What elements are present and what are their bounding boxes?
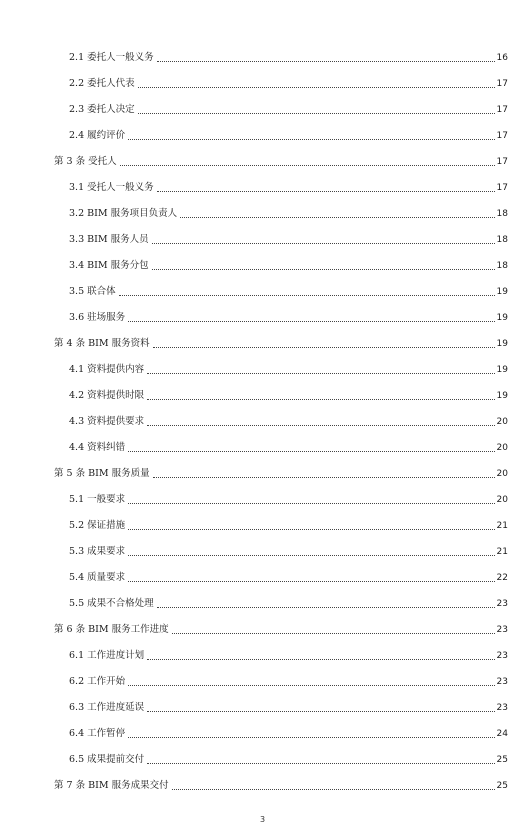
toc-section-entry[interactable] xyxy=(54,643,508,669)
toc-section-entry[interactable] xyxy=(54,97,508,123)
toc-dot-leader xyxy=(157,606,495,608)
toc-dot-leader xyxy=(128,554,495,556)
toc-dot-leader xyxy=(180,216,495,218)
toc-dot-leader xyxy=(147,710,495,712)
toc-dot-leader xyxy=(128,502,495,504)
toc-entry-page-number: 21 xyxy=(496,547,508,557)
toc-entry-page-number: 20 xyxy=(496,443,508,453)
toc-entry-title: 6.5 成果提前交付 xyxy=(69,754,145,765)
toc-entry-page-number: 22 xyxy=(496,573,508,583)
toc-dot-leader xyxy=(157,60,495,62)
toc-entry-page-number: 19 xyxy=(496,339,508,349)
toc-entry-page-number: 23 xyxy=(496,625,508,635)
toc-section-entry[interactable] xyxy=(54,201,508,227)
toc-entry-page-number: 20 xyxy=(496,495,508,505)
toc-entry-page-number: 19 xyxy=(496,365,508,375)
toc-section-entry[interactable] xyxy=(54,71,508,97)
toc-dot-leader xyxy=(152,242,495,244)
toc-dot-leader xyxy=(153,476,495,478)
toc-dot-leader xyxy=(128,320,495,322)
toc-entry-page-number: 17 xyxy=(496,79,508,89)
toc-entry-title: 4.2 资料提供时限 xyxy=(69,390,145,401)
toc-entry-title: 6.4 工作暂停 xyxy=(69,728,126,739)
toc-entry-page-number: 23 xyxy=(496,651,508,661)
toc-dot-leader xyxy=(147,398,495,400)
toc-dot-leader xyxy=(153,346,495,348)
toc-entry-page-number: 23 xyxy=(496,677,508,687)
toc-dot-leader xyxy=(147,658,495,660)
toc-dot-leader xyxy=(172,632,495,634)
toc-section-entry[interactable] xyxy=(54,279,508,305)
toc-chapter-entry[interactable] xyxy=(54,617,508,643)
toc-entry-page-number: 17 xyxy=(496,157,508,167)
toc-entry-title: 6.2 工作开始 xyxy=(69,676,126,687)
toc-entry-title: 6.3 工作进度延误 xyxy=(69,702,145,713)
toc-entry-title: 5.1 一般要求 xyxy=(69,494,126,505)
toc-section-entry[interactable] xyxy=(54,175,508,201)
toc-section-entry[interactable] xyxy=(54,721,508,747)
toc-entry-page-number: 17 xyxy=(496,183,508,193)
toc-entry-page-number: 19 xyxy=(496,313,508,323)
toc-section-entry[interactable] xyxy=(54,383,508,409)
toc-entry-title: 5.3 成果要求 xyxy=(69,546,126,557)
toc-dot-leader xyxy=(172,788,495,790)
toc-section-entry[interactable] xyxy=(54,305,508,331)
toc-entry-page-number: 18 xyxy=(496,261,508,271)
toc-entry-title: 3.1 受托人一般义务 xyxy=(69,182,154,193)
toc-entry-page-number: 24 xyxy=(496,729,508,739)
toc-dot-leader xyxy=(147,762,495,764)
toc-dot-leader xyxy=(152,268,495,270)
toc-entry-title: 第 3 条 受托人 xyxy=(54,156,117,167)
toc-entry-page-number: 20 xyxy=(496,417,508,427)
table-of-contents xyxy=(54,45,508,799)
toc-entry-page-number: 20 xyxy=(496,469,508,479)
toc-entry-title: 4.3 资料提供要求 xyxy=(69,416,145,427)
toc-entry-page-number: 19 xyxy=(496,391,508,401)
toc-entry-page-number: 23 xyxy=(496,703,508,713)
toc-dot-leader xyxy=(147,424,495,426)
toc-dot-leader xyxy=(128,580,495,582)
toc-entry-page-number: 21 xyxy=(496,521,508,531)
toc-chapter-entry[interactable] xyxy=(54,773,508,799)
toc-entry-title: 4.1 资料提供内容 xyxy=(69,364,145,375)
toc-entry-page-number: 25 xyxy=(496,755,508,765)
toc-section-entry[interactable] xyxy=(54,45,508,71)
toc-dot-leader xyxy=(128,684,495,686)
toc-chapter-entry[interactable] xyxy=(54,149,508,175)
toc-entry-title: 第 4 条 BIM 服务资料 xyxy=(54,338,150,349)
toc-entry-title: 第 5 条 BIM 服务质量 xyxy=(54,468,150,479)
toc-dot-leader xyxy=(147,372,495,374)
toc-section-entry[interactable] xyxy=(54,747,508,773)
toc-entry-page-number: 18 xyxy=(496,235,508,245)
toc-dot-leader xyxy=(138,86,495,88)
toc-section-entry[interactable] xyxy=(54,409,508,435)
page-number: 3 xyxy=(259,815,266,824)
toc-chapter-entry[interactable] xyxy=(54,331,508,357)
toc-entry-page-number: 19 xyxy=(496,287,508,297)
toc-section-entry[interactable] xyxy=(54,669,508,695)
toc-entry-title: 2.3 委托人决定 xyxy=(69,104,135,115)
toc-section-entry[interactable] xyxy=(54,123,508,149)
toc-entry-page-number: 17 xyxy=(496,131,508,141)
toc-dot-leader xyxy=(157,190,495,192)
toc-entry-title: 6.1 工作进度计划 xyxy=(69,650,145,661)
toc-entry-title: 3.2 BIM 服务项目负责人 xyxy=(69,208,178,219)
toc-entry-title: 2.2 委托人代表 xyxy=(69,78,135,89)
toc-entry-title: 5.4 质量要求 xyxy=(69,572,126,583)
toc-chapter-entry[interactable] xyxy=(54,461,508,487)
toc-entry-page-number: 16 xyxy=(496,53,508,63)
toc-entry-title: 2.1 委托人一般义务 xyxy=(69,52,154,63)
toc-dot-leader xyxy=(128,736,495,738)
toc-dot-leader xyxy=(128,450,495,452)
toc-section-entry[interactable] xyxy=(54,565,508,591)
toc-entry-title: 3.3 BIM 服务人员 xyxy=(69,234,149,245)
toc-section-entry[interactable] xyxy=(54,435,508,461)
toc-entry-title: 3.5 联合体 xyxy=(69,286,116,297)
toc-dot-leader xyxy=(128,528,495,530)
toc-section-entry[interactable] xyxy=(54,253,508,279)
toc-entry-title: 第 7 条 BIM 服务成果交付 xyxy=(54,780,169,791)
toc-section-entry[interactable] xyxy=(54,539,508,565)
toc-entry-page-number: 18 xyxy=(496,209,508,219)
toc-entry-title: 4.4 资料纠错 xyxy=(69,442,126,453)
toc-dot-leader xyxy=(120,164,495,166)
toc-dot-leader xyxy=(128,138,495,140)
toc-section-entry[interactable] xyxy=(54,695,508,721)
toc-dot-leader xyxy=(138,112,495,114)
toc-dot-leader xyxy=(119,294,495,296)
toc-section-entry[interactable] xyxy=(54,513,508,539)
toc-entry-page-number: 25 xyxy=(496,781,508,791)
toc-entry-page-number: 23 xyxy=(496,599,508,609)
toc-entry-title: 5.5 成果不合格处理 xyxy=(69,598,154,609)
toc-entry-title: 第 6 条 BIM 服务工作进度 xyxy=(54,624,169,635)
toc-entry-title: 3.6 驻场服务 xyxy=(69,312,126,323)
toc-entry-title: 2.4 履约评价 xyxy=(69,130,126,141)
toc-section-entry[interactable] xyxy=(54,227,508,253)
toc-section-entry[interactable] xyxy=(54,487,508,513)
toc-section-entry[interactable] xyxy=(54,591,508,617)
toc-entry-title: 5.2 保证措施 xyxy=(69,520,126,531)
toc-entry-page-number: 17 xyxy=(496,105,508,115)
toc-section-entry[interactable] xyxy=(54,357,508,383)
toc-entry-title: 3.4 BIM 服务分包 xyxy=(69,260,149,271)
